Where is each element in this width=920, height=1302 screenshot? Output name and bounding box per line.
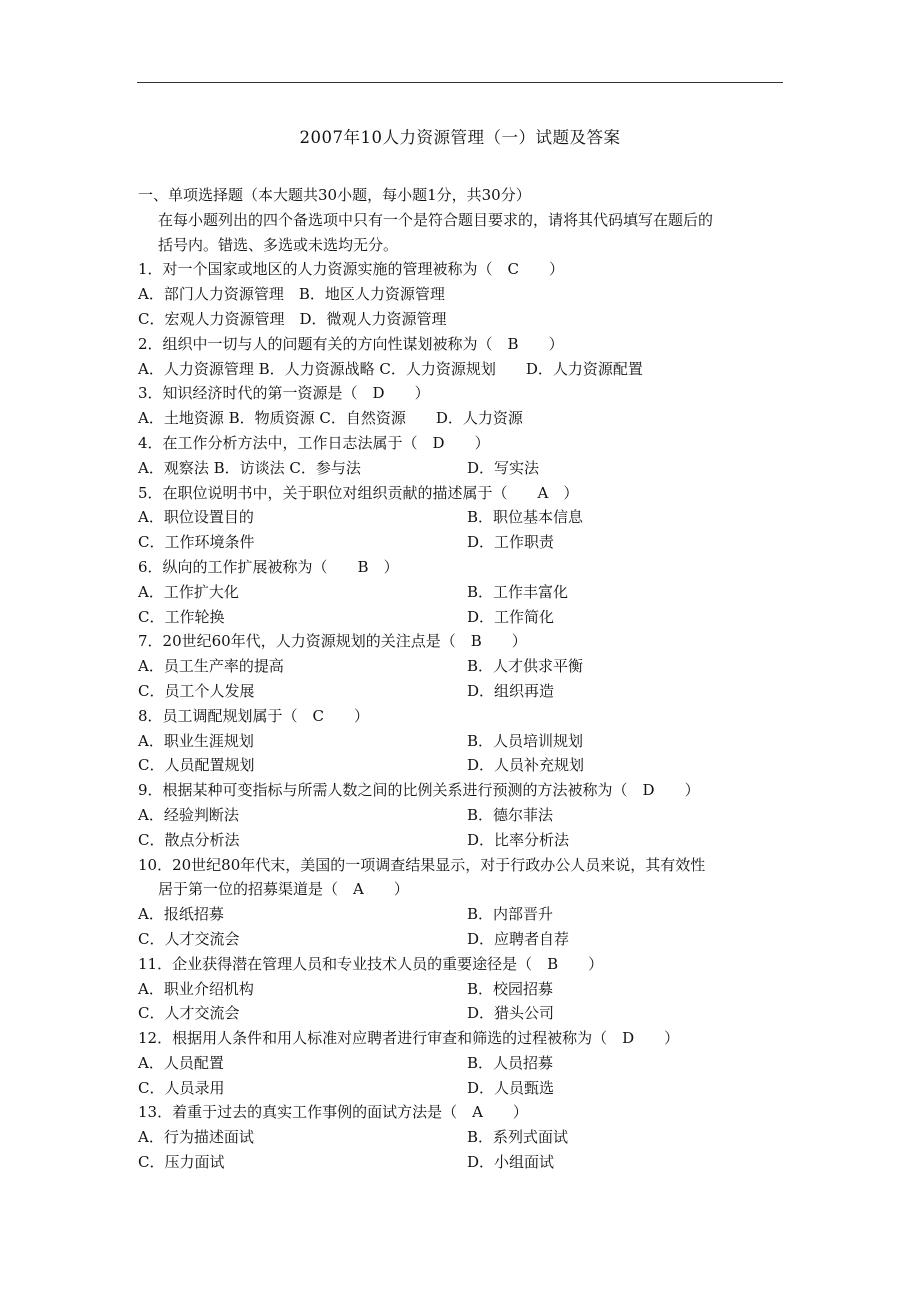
option-choice: C．压力面试 <box>138 1153 225 1172</box>
option-choice: D．人员补充规划 <box>467 756 585 775</box>
question-stem: 12．根据用人条件和用人标准对应聘者进行审查和筛选的过程被称为（ D ） <box>138 1029 680 1048</box>
option-row <box>138 803 788 828</box>
option-row <box>138 753 788 778</box>
question-item <box>138 555 788 629</box>
exam-content <box>138 183 788 1175</box>
option-row <box>138 505 788 530</box>
option-choice: C．人员录用 <box>138 1078 225 1097</box>
section-heading: 一、单项选择题（本大题共30小题，每小题1分，共30分） <box>138 186 531 204</box>
question-list <box>138 257 788 1174</box>
question-item <box>138 381 788 431</box>
question-stem: 5．在职位说明书中，关于职位对组织贡献的描述属于（ A ） <box>138 483 579 502</box>
option-row <box>138 1150 788 1175</box>
option-choice: B．职位基本信息 <box>467 508 584 527</box>
option-choice: A．员工生产率的提高 <box>138 657 284 676</box>
question-stem: 1．对一个国家或地区的人力资源实施的管理被称为（ C ） <box>138 260 565 279</box>
question-item <box>138 481 788 555</box>
option-choice: D．写实法 <box>467 458 540 477</box>
option-choice: C．散点分析法 <box>138 830 240 849</box>
option-row <box>138 1125 788 1150</box>
option-choice: D．猎头公司 <box>467 1004 555 1023</box>
option-choice: A．观察法 B．访谈法 C．参与法 <box>138 458 361 477</box>
option-choice: D．组织再造 <box>467 681 555 700</box>
question-stem: 13．着重于过去的真实工作事例的面试方法是（ A ） <box>138 1103 528 1122</box>
header-rule <box>137 82 783 83</box>
question-item <box>138 332 788 382</box>
option-choice: A．职业生涯规划 <box>138 731 254 750</box>
option-choice: A．人员配置 <box>138 1053 224 1072</box>
option-row <box>138 1001 788 1026</box>
question-stem: 9．根据某种可变指标与所需人数之间的比例关系进行预测的方法被称为（ D ） <box>138 781 700 800</box>
option-choice: B．人员招募 <box>467 1053 554 1072</box>
question-item <box>138 853 788 952</box>
question-stem: 7．20世纪60年代，人力资源规划的关注点是（ B ） <box>138 632 527 651</box>
option-row <box>138 1076 788 1101</box>
question-item <box>138 1100 788 1174</box>
option-choice: C．工作轮换 <box>138 607 225 626</box>
option-choice: A．经验判断法 <box>138 805 239 824</box>
question-item <box>138 952 788 1026</box>
option-choice: D．小组面试 <box>467 1153 555 1172</box>
option-choice: D．比率分析法 <box>467 830 570 849</box>
option-choice: A．工作扩大化 <box>138 582 239 601</box>
option-row <box>138 902 788 927</box>
option-row <box>138 1051 788 1076</box>
question-stem: 3．知识经济时代的第一资源是（ D ） <box>138 384 430 403</box>
question-item <box>138 257 788 331</box>
option-row <box>138 977 788 1002</box>
option-choice: C．人才交流会 <box>138 1004 240 1023</box>
option-choice: A．报纸招募 <box>138 905 224 924</box>
option-row <box>138 605 788 630</box>
option-choice: B．人员培训规划 <box>467 731 584 750</box>
option-choice: D．工作简化 <box>467 607 555 626</box>
option-choice: A．行为描述面试 <box>138 1128 254 1147</box>
option-choice: A．职业介绍机构 <box>138 979 254 998</box>
question-stem: 10．20世纪80年代末，美国的一项调查结果显示，对于行政办公人员来说，其有效性 <box>138 855 706 874</box>
question-stem: 2．组织中一切与人的问题有关的方向性谋划被称为（ B ） <box>138 334 564 353</box>
option-row <box>138 828 788 853</box>
option-choice: B．校园招募 <box>467 979 554 998</box>
option-choice: C．员工个人发展 <box>138 681 255 700</box>
option-choice: B．系列式面试 <box>467 1128 569 1147</box>
option-line: A．人力资源管理 B．人力资源战略 C．人力资源规划 D．人力资源配置 <box>138 359 643 378</box>
option-row <box>138 679 788 704</box>
option-row <box>138 456 788 481</box>
question-item <box>138 1026 788 1100</box>
question-stem-continued: 居于第一位的招募渠道是（ A ） <box>158 880 409 899</box>
section-instruction: 括号内。错选、多选或未选均无分。 <box>158 235 399 254</box>
question-item <box>138 431 788 481</box>
section-instruction: 在每小题列出的四个备选项中只有一个是符合题目要求的，请将其代码填写在题后的 <box>158 210 714 229</box>
option-choice: B．德尔菲法 <box>467 805 554 824</box>
option-row <box>138 654 788 679</box>
question-stem: 11．企业获得潜在管理人员和专业技术人员的重要途径是（ B ） <box>138 954 604 973</box>
option-choice: D．应聘者自荐 <box>467 929 570 948</box>
option-choice: C．工作环境条件 <box>138 533 255 552</box>
option-line: C．宏观人力资源管理 D．微观人力资源管理 <box>138 309 447 328</box>
option-choice: D．工作职责 <box>467 533 555 552</box>
question-item <box>138 629 788 703</box>
option-choice: D．人员甄选 <box>467 1078 555 1097</box>
document-title: 2007年10人力资源管理（一）试题及答案 <box>299 128 621 147</box>
option-line: A．土地资源 B．物质资源 C．自然资源 D．人力资源 <box>138 409 523 428</box>
question-stem: 6．纵向的工作扩展被称为（ B ） <box>138 557 399 576</box>
option-choice: C．人才交流会 <box>138 929 240 948</box>
option-choice: B．内部晋升 <box>467 905 554 924</box>
option-choice: B．工作丰富化 <box>467 582 569 601</box>
option-choice: B．人才供求平衡 <box>467 657 584 676</box>
option-row <box>138 530 788 555</box>
option-line: A．部门人力资源管理 B．地区人力资源管理 <box>138 285 445 304</box>
option-choice: A．职位设置目的 <box>138 508 254 527</box>
question-stem: 8．员工调配规划属于（ C ） <box>138 706 370 725</box>
option-row <box>138 729 788 754</box>
question-stem: 4．在工作分析方法中，工作日志法属于（ D ） <box>138 433 490 452</box>
option-row <box>138 580 788 605</box>
question-item <box>138 778 788 852</box>
option-row <box>138 927 788 952</box>
question-item <box>138 704 788 778</box>
option-choice: C．人员配置规划 <box>138 756 255 775</box>
